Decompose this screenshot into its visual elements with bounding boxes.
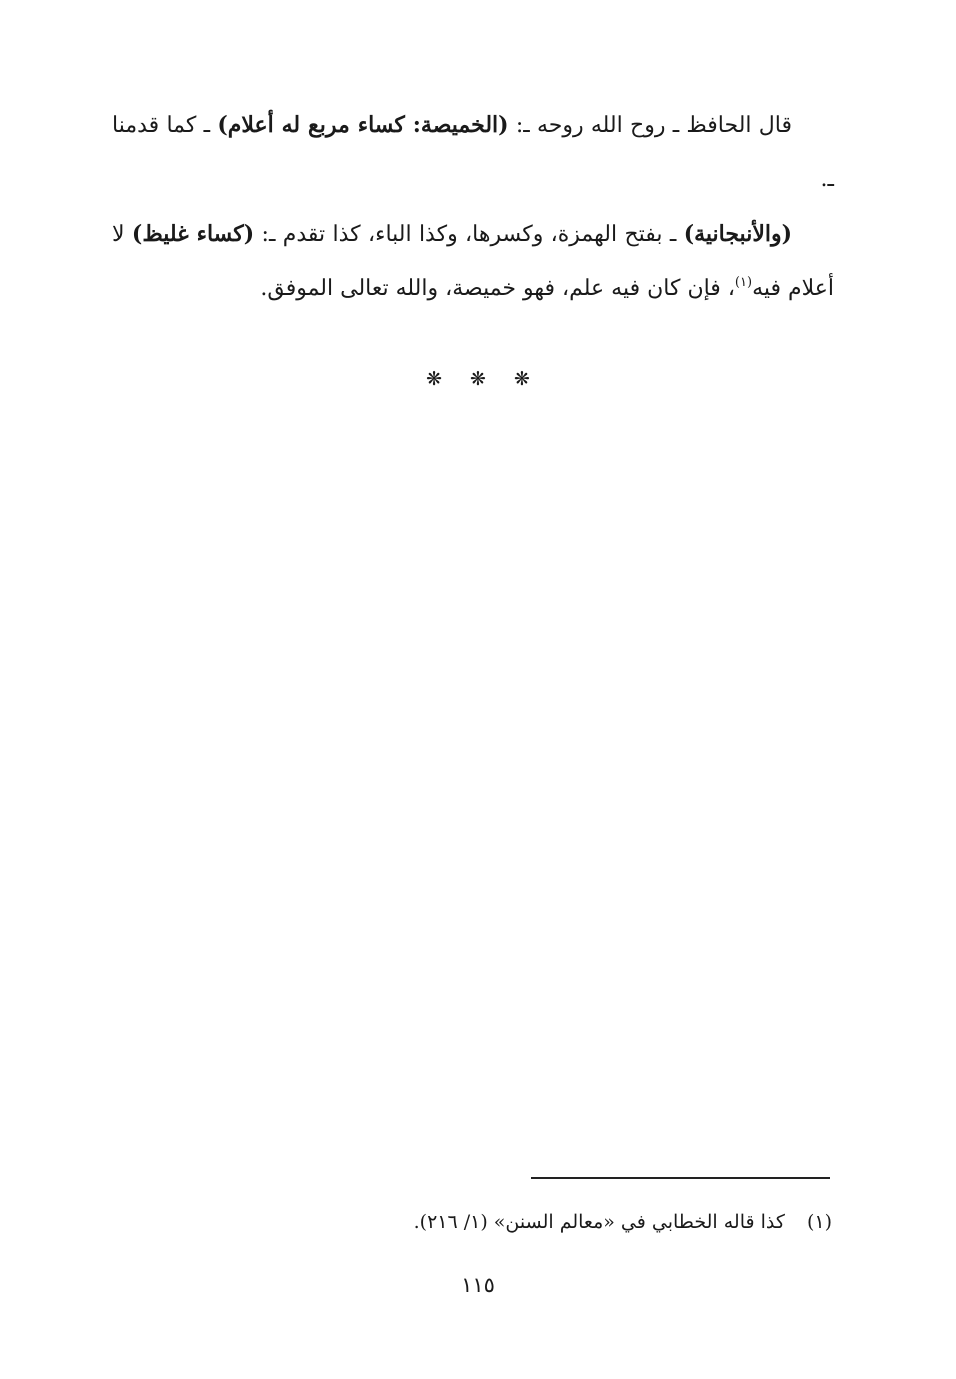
main-text xyxy=(112,98,834,316)
bold-term: (والأنبجانية) xyxy=(683,221,793,247)
text-run: ، فإن كان فيه علم، فهو خميصة، والله تعالى الموفق. xyxy=(260,276,735,301)
paragraph-khamisa xyxy=(112,98,834,207)
asterism-icon: ❋ xyxy=(513,368,530,390)
text-run: قال الحافظ ـ روح الله روحه ـ: xyxy=(508,113,792,138)
footnote-text: كذا قاله الخطابي في «معالم السنن» (١/ ٢١٦). xyxy=(413,1211,785,1233)
asterism-icon: ❋ xyxy=(470,368,486,390)
bold-term: (الخميصة: كساء مربع له أعلام) xyxy=(217,112,509,138)
asterism-icon: ❋ xyxy=(426,368,443,390)
footnote-number: (١) xyxy=(806,1211,832,1233)
text-run: ـ بفتح الهمزة، وكسرها، وكذا الباء، كذا تقدم ـ: xyxy=(254,222,684,247)
footnote-reference[interactable]: (١) xyxy=(734,275,753,290)
section-separator xyxy=(0,368,956,390)
footnote-divider xyxy=(531,1177,830,1179)
page-number: ١١٥ xyxy=(461,1273,495,1297)
paragraph-anbijaniya xyxy=(112,207,834,316)
text-run: ـ كما قدمنا ـ. xyxy=(112,113,834,192)
bold-term: (كساء غليظ) xyxy=(131,221,255,247)
text-run: لا أعلام فيه xyxy=(112,222,834,301)
footnote xyxy=(300,1206,832,1238)
